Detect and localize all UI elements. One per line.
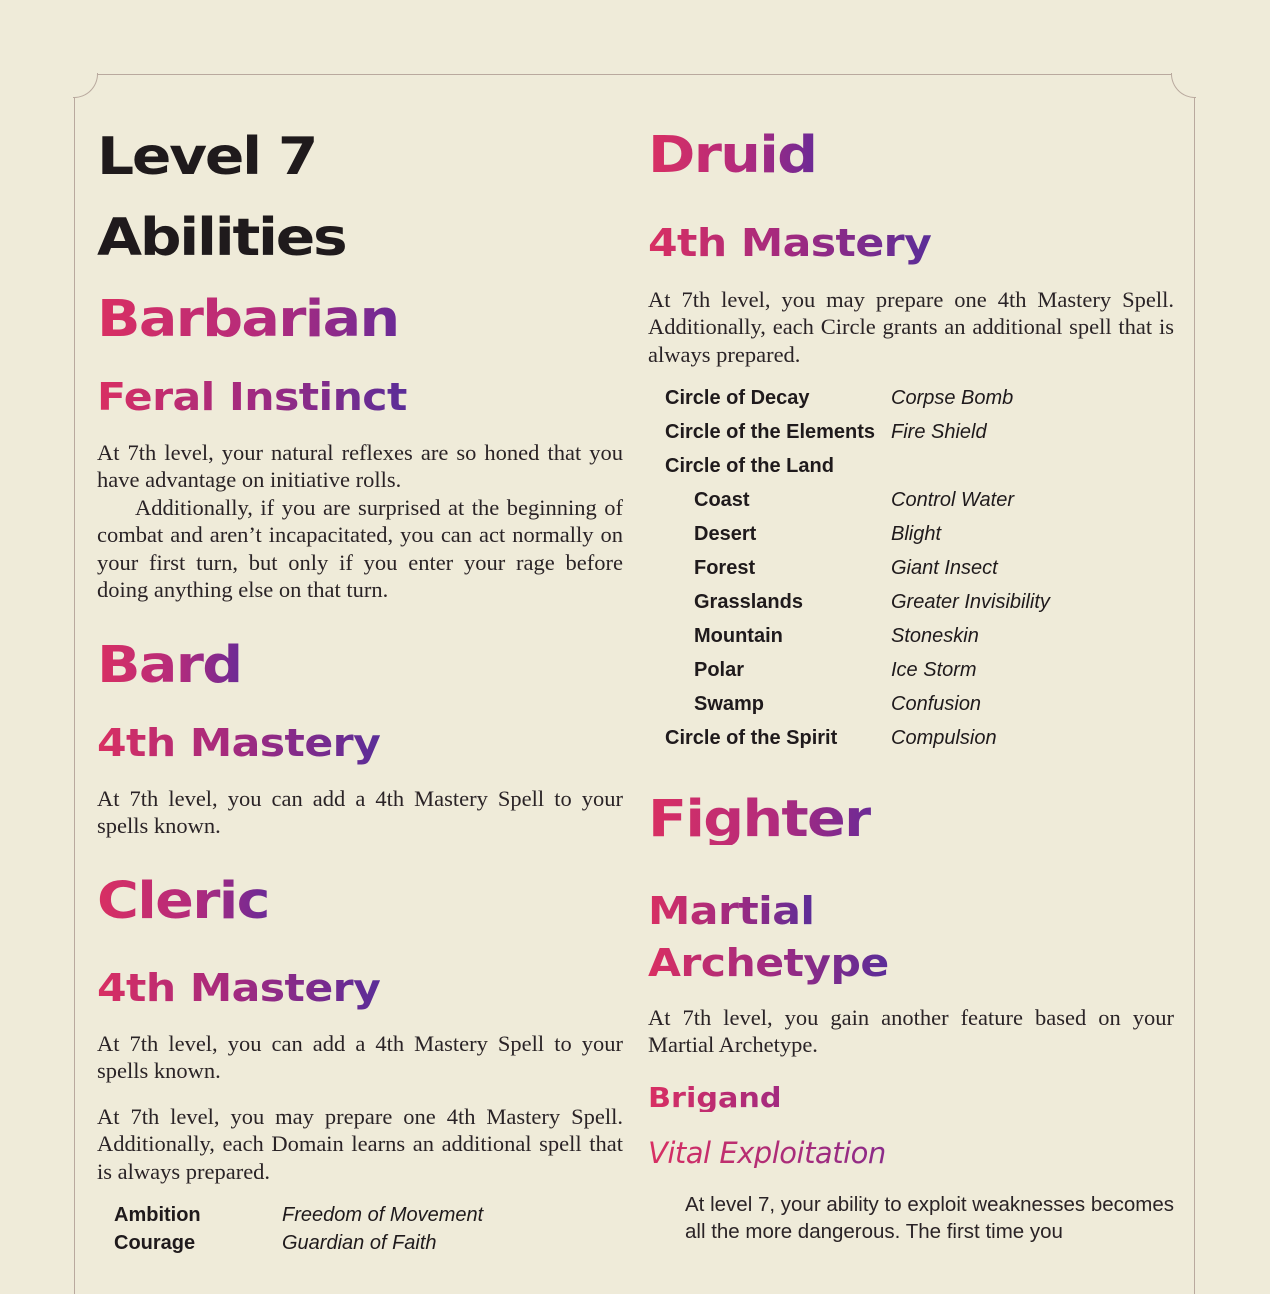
class-heading-fighter: Fighter xyxy=(648,790,871,849)
cleric-paragraph-1: At 7th level, you can add a 4th Mastery Spell to your spells known. xyxy=(97,1031,623,1084)
circle-name: Circle of the Spirit xyxy=(665,727,838,749)
land-spell: Control Water xyxy=(891,489,1015,511)
barbarian-paragraph-2-text: Additionally, if you are surprised at the beginning of combat and aren’t incapacitated, you can act normally on your first turn, but only if you enter your rage before doing anything else on that turn. xyxy=(97,495,623,602)
land-name: Polar xyxy=(694,659,745,681)
land-spell: Ice Storm xyxy=(891,659,977,681)
feature-heading-martial-line1: Martial xyxy=(648,889,815,933)
cleric-paragraph-2: At 7th level, you may prepare one 4th Mastery Spell. Additionally, each Domain learns an additional spell that is always prepared. xyxy=(97,1104,623,1184)
feature-heading-feral-instinct: Feral Instinct xyxy=(97,375,407,419)
class-heading-bard: Bard xyxy=(97,636,242,695)
circle-name: Circle of the Elements xyxy=(665,421,876,443)
page-title-line1: Level 7 xyxy=(97,127,317,187)
land-name: Grasslands xyxy=(694,591,803,613)
land-name: Forest xyxy=(694,557,756,579)
domain-spell: Freedom of Movement xyxy=(282,1204,484,1226)
land-spell: Blight xyxy=(891,523,942,545)
land-name: Mountain xyxy=(694,625,783,647)
circle-name: Circle of the Land xyxy=(665,455,834,477)
feature-heading-druid-mastery: 4th Mastery xyxy=(648,221,932,265)
feature-heading-cleric-mastery: 4th Mastery xyxy=(97,966,381,1010)
border-corner-top-right xyxy=(1171,73,1196,98)
land-name: Coast xyxy=(694,489,750,511)
land-name: Swamp xyxy=(694,693,765,715)
subfeature-heading-vital-exploitation: Vital Exploitation xyxy=(648,1136,886,1170)
land-name: Desert xyxy=(694,523,757,545)
land-spell: Giant Insect xyxy=(891,557,998,579)
domain-name: Ambition xyxy=(114,1204,201,1226)
circle-spell: Compulsion xyxy=(891,727,997,749)
fighter-paragraph-1: At 7th level, you gain another feature based on your Martial Archetype. xyxy=(648,1005,1174,1058)
fighter-paragraph-2: At level 7, your ability to exploit weaknesses becomes all the more dangerous. The first time you xyxy=(685,1193,1174,1244)
circle-spell: Corpse Bomb xyxy=(891,387,1014,409)
class-heading-barbarian: Barbarian xyxy=(97,290,399,349)
border-corner-top-left xyxy=(73,73,98,98)
feature-heading-martial-line2: Archetype xyxy=(648,941,889,985)
subclass-heading-brigand: Brigand xyxy=(648,1081,782,1114)
class-heading-druid: Druid xyxy=(648,126,817,185)
domain-name: Courage xyxy=(114,1232,196,1254)
circle-spell: Fire Shield xyxy=(891,421,987,443)
barbarian-paragraph-2 xyxy=(97,494,623,603)
domain-spell: Guardian of Faith xyxy=(282,1232,437,1254)
land-spell: Greater Invisibility xyxy=(891,591,1050,613)
bard-paragraph-1: At 7th level, you can add a 4th Mastery Spell to your spells known. xyxy=(97,786,623,839)
druid-paragraph-1: At 7th level, you may prepare one 4th Mastery Spell. Additionally, each Circle grants an additional spell that is always prepared. xyxy=(648,287,1174,367)
land-spell: Stoneskin xyxy=(891,625,979,647)
class-heading-cleric: Cleric xyxy=(97,872,269,931)
page-title-line2: Abilities xyxy=(97,208,346,268)
feature-heading-bard-mastery: 4th Mastery xyxy=(97,721,381,765)
barbarian-paragraph-1: At 7th level, your natural reflexes are so honed that you have advantage on initiative rolls. xyxy=(97,440,623,493)
land-spell: Confusion xyxy=(891,693,982,715)
circle-name: Circle of Decay xyxy=(665,387,810,409)
